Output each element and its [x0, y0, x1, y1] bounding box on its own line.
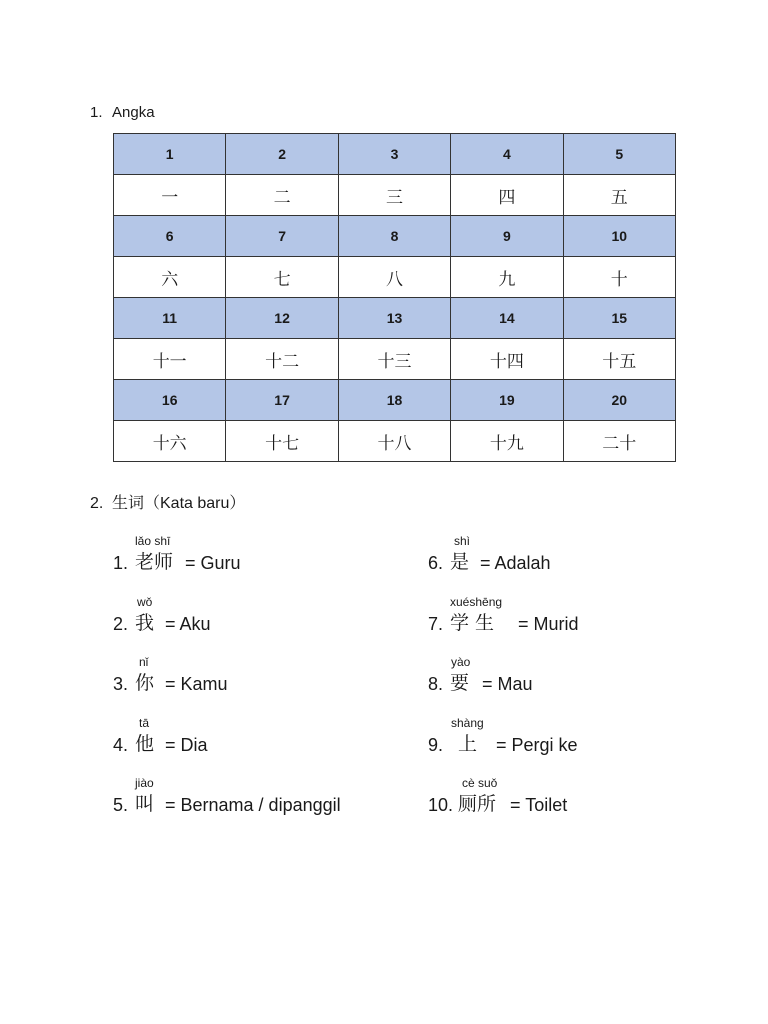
section-number: 1.	[90, 104, 103, 121]
vocab-pinyin: tā	[139, 716, 150, 730]
vocab-meaning: = Adalah	[480, 553, 551, 573]
vocab-number: 6.	[428, 553, 444, 573]
vocab-number: 4.	[113, 735, 129, 755]
vocab-pinyin: wǒ	[137, 595, 153, 609]
vocab-item-shi	[428, 534, 728, 574]
table-row-numbers	[114, 298, 676, 339]
number-cell: 10	[563, 216, 675, 257]
character-cell: 二	[226, 175, 338, 216]
vocab-hanzi: 学 生	[450, 612, 495, 634]
number-cell: 19	[451, 380, 563, 421]
vocab-meaning: = Bernama / dipanggil	[165, 795, 341, 815]
character-cell: 十六	[114, 421, 226, 462]
vocab-number: 7.	[428, 614, 444, 634]
vocab-number: 1.	[113, 553, 129, 573]
number-cell: 3	[338, 134, 450, 175]
section-number: 2.	[90, 495, 104, 512]
vocab-number: 8.	[428, 674, 444, 694]
vocab-number: 3.	[113, 674, 129, 694]
character-cell: 九	[451, 257, 563, 298]
character-cell: 一	[114, 175, 226, 216]
number-cell: 5	[563, 134, 675, 175]
table-row-numbers	[114, 216, 676, 257]
number-cell: 17	[226, 380, 338, 421]
character-cell: 十三	[338, 339, 450, 380]
vocab-hanzi: 你	[135, 672, 155, 694]
number-cell: 2	[226, 134, 338, 175]
vocab-hanzi: 是	[450, 551, 470, 573]
vocab-meaning: = Pergi ke	[496, 735, 578, 755]
section-title: Angka	[112, 104, 155, 121]
vocab-pinyin: nǐ	[139, 655, 149, 669]
vocab-item-wo	[113, 595, 413, 635]
vocab-pinyin: yào	[451, 655, 471, 669]
number-cell: 8	[338, 216, 450, 257]
vocab-hanzi: 老师	[135, 551, 174, 573]
number-cell: 16	[114, 380, 226, 421]
character-cell: 十九	[451, 421, 563, 462]
number-cell: 4	[451, 134, 563, 175]
vocab-pinyin: shì	[454, 534, 471, 548]
vocab-meaning: = Dia	[165, 735, 208, 755]
vocab-meaning: = Kamu	[165, 674, 228, 694]
character-cell: 八	[338, 257, 450, 298]
number-cell: 7	[226, 216, 338, 257]
number-cell: 11	[114, 298, 226, 339]
vocab-item-ni	[113, 655, 413, 695]
character-cell: 五	[563, 175, 675, 216]
number-cell: 12	[226, 298, 338, 339]
vocab-meaning: = Murid	[518, 614, 579, 634]
number-cell: 1	[114, 134, 226, 175]
table-row-characters	[114, 421, 676, 462]
vocab-hanzi: 他	[135, 733, 155, 755]
character-cell: 十八	[338, 421, 450, 462]
number-cell: 20	[563, 380, 675, 421]
number-cell: 13	[338, 298, 450, 339]
vocab-hanzi: 要	[450, 672, 470, 694]
character-cell: 十二	[226, 339, 338, 380]
character-cell: 十五	[563, 339, 675, 380]
vocab-item-xuesheng	[428, 595, 728, 635]
table-row-characters	[114, 257, 676, 298]
character-cell: 十七	[226, 421, 338, 462]
number-cell: 6	[114, 216, 226, 257]
character-cell: 三	[338, 175, 450, 216]
table-row-characters	[114, 175, 676, 216]
vocab-pinyin: lǎo shī	[135, 534, 171, 548]
section-heading-vocab	[90, 490, 245, 513]
number-cell: 15	[563, 298, 675, 339]
number-cell: 18	[338, 380, 450, 421]
vocab-item-laoshi	[113, 534, 413, 574]
character-cell: 十一	[114, 339, 226, 380]
character-cell: 二十	[563, 421, 675, 462]
vocab-hanzi: 厕所	[458, 793, 497, 815]
character-cell: 十四	[451, 339, 563, 380]
section-title: 生词（Kata baru）	[112, 495, 246, 512]
character-cell: 十	[563, 257, 675, 298]
vocab-item-yao	[428, 655, 728, 695]
vocab-pinyin: shàng	[451, 716, 484, 730]
vocab-meaning: = Guru	[185, 553, 241, 573]
vocab-number: 5.	[113, 795, 129, 815]
number-cell: 9	[451, 216, 563, 257]
vocab-hanzi: 上	[458, 733, 478, 755]
vocab-meaning: = Toilet	[510, 795, 568, 815]
character-cell: 七	[226, 257, 338, 298]
vocab-pinyin: jiào	[135, 776, 154, 790]
vocab-meaning: = Mau	[482, 674, 533, 694]
number-cell: 14	[451, 298, 563, 339]
vocab-meaning: = Aku	[165, 614, 211, 634]
vocab-item-ta	[113, 716, 413, 756]
vocab-item-jiao	[113, 776, 413, 816]
vocab-number: 9.	[428, 735, 444, 755]
character-cell: 四	[451, 175, 563, 216]
vocab-item-cesuo	[428, 776, 728, 816]
character-cell: 六	[114, 257, 226, 298]
vocab-number: 10.	[428, 795, 454, 815]
vocab-hanzi: 我	[135, 612, 155, 634]
numbers-table	[113, 133, 676, 462]
vocab-hanzi: 叫	[135, 793, 155, 815]
table-row-numbers	[114, 134, 676, 175]
table-row-characters	[114, 339, 676, 380]
table-row-numbers	[114, 380, 676, 421]
vocab-number: 2.	[113, 614, 129, 634]
section-heading-angka	[90, 104, 155, 121]
vocab-item-shang	[428, 716, 728, 756]
vocab-pinyin: cè suǒ	[462, 776, 498, 790]
vocab-pinyin: xuéshēng	[450, 595, 503, 609]
